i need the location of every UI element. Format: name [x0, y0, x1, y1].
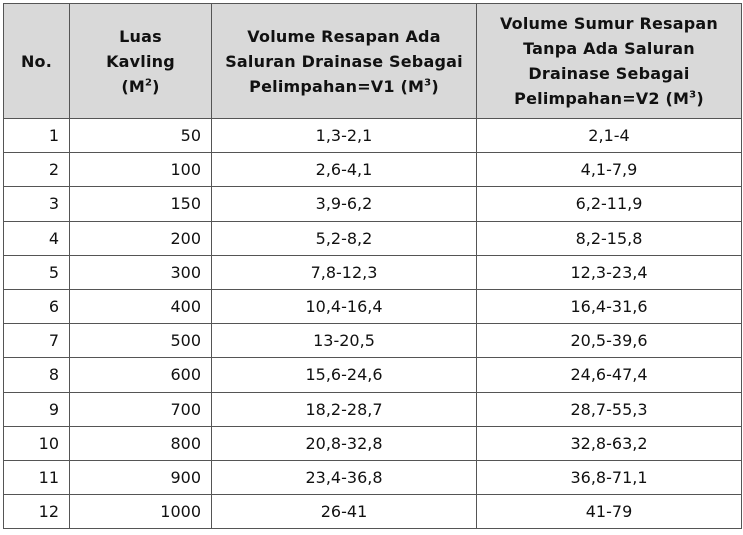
cell-v1: 3,9-6,2 — [212, 187, 477, 221]
header-luas-kavling — [70, 4, 212, 119]
header-luas-unit-sup: 2 — [144, 77, 153, 89]
cell-no: 6 — [4, 289, 70, 323]
cell-luas: 700 — [70, 392, 212, 426]
table-body — [4, 119, 742, 529]
cell-luas: 400 — [70, 289, 212, 323]
cell-v1: 2,6-4,1 — [212, 153, 477, 187]
header-luas-unit-open: (M — [121, 76, 145, 96]
header-v1-line2: Saluran Drainase Sebagai — [225, 51, 463, 71]
header-v2-line1: Volume Sumur Resapan — [499, 14, 719, 33]
cell-no: 1 — [4, 119, 70, 153]
cell-v2: 36,8-71,1 — [477, 460, 742, 494]
cell-luas: 200 — [70, 221, 212, 255]
table-row — [4, 153, 742, 187]
cell-v2: 24,6-47,4 — [477, 358, 742, 392]
header-v2-line3: Drainase Sebagai — [528, 64, 690, 83]
cell-luas: 900 — [70, 460, 212, 494]
cell-luas: 100 — [70, 153, 212, 187]
table-row — [4, 426, 742, 460]
cell-v2: 32,8-63,2 — [477, 426, 742, 460]
cell-v2: 8,2-15,8 — [477, 221, 742, 255]
cell-v2: 12,3-23,4 — [477, 255, 742, 289]
header-volume-v2 — [477, 4, 742, 119]
table-row — [4, 221, 742, 255]
cell-v2: 2,1-4 — [477, 119, 742, 153]
header-v1-line3-post: ) — [431, 76, 439, 96]
table-row — [4, 392, 742, 426]
table-row — [4, 289, 742, 323]
cell-v2: 6,2-11,9 — [477, 187, 742, 221]
table-row — [4, 460, 742, 494]
header-no-label: No. — [20, 51, 53, 71]
cell-v2: 20,5-39,6 — [477, 324, 742, 358]
table-header — [4, 4, 742, 119]
cell-v2: 4,1-7,9 — [477, 153, 742, 187]
cell-luas: 1000 — [70, 495, 212, 529]
cell-v1: 13-20,5 — [212, 324, 477, 358]
cell-no: 3 — [4, 187, 70, 221]
header-luas-line2: Kavling — [106, 51, 175, 71]
cell-v1: 20,8-32,8 — [212, 426, 477, 460]
table-row — [4, 119, 742, 153]
cell-v1: 5,2-8,2 — [212, 221, 477, 255]
header-luas-unit — [70, 74, 211, 99]
header-volume-v1 — [212, 4, 477, 119]
cell-luas: 300 — [70, 255, 212, 289]
header-v1-sup: 3 — [424, 77, 432, 89]
cell-v2: 41-79 — [477, 495, 742, 529]
cell-no: 11 — [4, 460, 70, 494]
header-v1-line3 — [212, 74, 476, 99]
cell-no: 4 — [4, 221, 70, 255]
table-row — [4, 324, 742, 358]
cell-v1: 15,6-24,6 — [212, 358, 477, 392]
cell-v1: 18,2-28,7 — [212, 392, 477, 426]
header-v1-line3-pre: Pelimpahan=V1 (M — [249, 76, 425, 96]
cell-luas: 800 — [70, 426, 212, 460]
cell-luas: 50 — [70, 119, 212, 153]
cell-no: 12 — [4, 495, 70, 529]
cell-luas: 600 — [70, 358, 212, 392]
cell-luas: 150 — [70, 187, 212, 221]
header-luas-unit-close: ) — [152, 76, 160, 96]
cell-v2: 16,4-31,6 — [477, 289, 742, 323]
header-no — [4, 4, 70, 119]
cell-v1: 7,8-12,3 — [212, 255, 477, 289]
table-row — [4, 358, 742, 392]
table-row — [4, 495, 742, 529]
cell-v1: 26-41 — [212, 495, 477, 529]
table-row — [4, 255, 742, 289]
header-luas-line1: Luas — [119, 26, 162, 46]
cell-no: 9 — [4, 392, 70, 426]
drainage-volume-table — [3, 3, 742, 529]
header-v1-line1: Volume Resapan Ada — [247, 26, 441, 46]
cell-no: 7 — [4, 324, 70, 358]
cell-v1: 23,4-36,8 — [212, 460, 477, 494]
cell-luas: 500 — [70, 324, 212, 358]
table-row — [4, 187, 742, 221]
header-v2-line4-post: ) — [696, 89, 704, 108]
header-v2-line4-pre: Pelimpahan=V2 (M — [514, 89, 690, 108]
header-row — [4, 4, 742, 119]
cell-no: 2 — [4, 153, 70, 187]
cell-no: 8 — [4, 358, 70, 392]
cell-v2: 28,7-55,3 — [477, 392, 742, 426]
header-v2-line4 — [477, 86, 741, 111]
cell-no: 5 — [4, 255, 70, 289]
cell-v1: 1,3-2,1 — [212, 119, 477, 153]
header-v2-line2: Tanpa Ada Saluran — [523, 39, 695, 58]
cell-v1: 10,4-16,4 — [212, 289, 477, 323]
header-v2-sup: 3 — [689, 89, 697, 101]
cell-no: 10 — [4, 426, 70, 460]
